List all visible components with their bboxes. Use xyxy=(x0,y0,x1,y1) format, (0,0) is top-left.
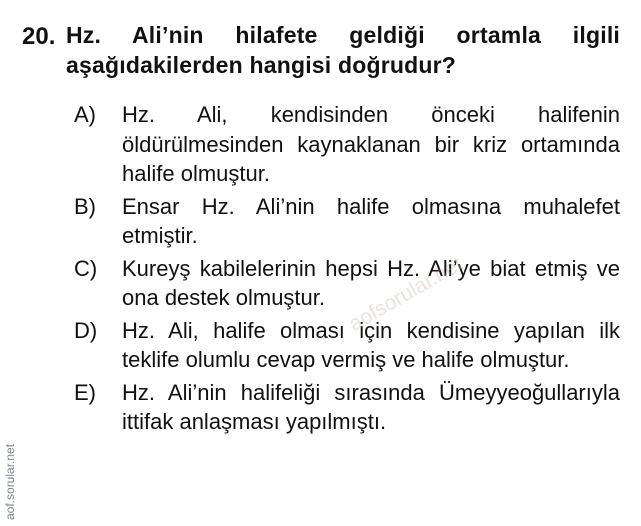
option-text: Ensar Hz. Ali’nin halife olmasına muhalefet etmiştir. xyxy=(122,193,620,248)
question-number: 20. xyxy=(22,23,56,50)
option-d[interactable] xyxy=(74,316,620,375)
option-text: Hz. Ali’nin halifeliği sırasında Ümeyyeoğullarıyla ittifak anlaşması yapılmıştı. xyxy=(122,379,620,434)
side-watermark: aof.sorular.net xyxy=(3,443,17,520)
option-c[interactable] xyxy=(74,254,620,313)
option-text: Hz. Ali, halife olması için kendisine yapılan ilk teklife olumlu cevap vermiş ve halife olmuştur. xyxy=(122,317,620,372)
option-letter: B) xyxy=(74,193,96,219)
options-list xyxy=(74,100,620,440)
center-watermark: aofsorular.net xyxy=(345,252,467,336)
option-a[interactable] xyxy=(74,100,620,189)
option-letter: D) xyxy=(74,317,98,343)
question-text: Hz. Ali’nin hilafete geldiği ortamla ilgili aşağıdakilerden hangisi doğrudur? xyxy=(66,22,620,78)
option-letter: C) xyxy=(74,255,98,281)
option-text: Kureyş kabilelerinin hepsi Hz. Ali’ye biat etmiş ve ona destek olmuştur. xyxy=(122,255,620,310)
option-letter: E) xyxy=(74,379,96,405)
option-b[interactable] xyxy=(74,192,620,251)
option-e[interactable] xyxy=(74,378,620,437)
option-text: Hz. Ali, kendisinden önceki halifenin öldürülmesinden kaynaklanan bir kriz ortamında halife olmuştur. xyxy=(122,102,620,186)
option-letter: A) xyxy=(74,102,96,127)
